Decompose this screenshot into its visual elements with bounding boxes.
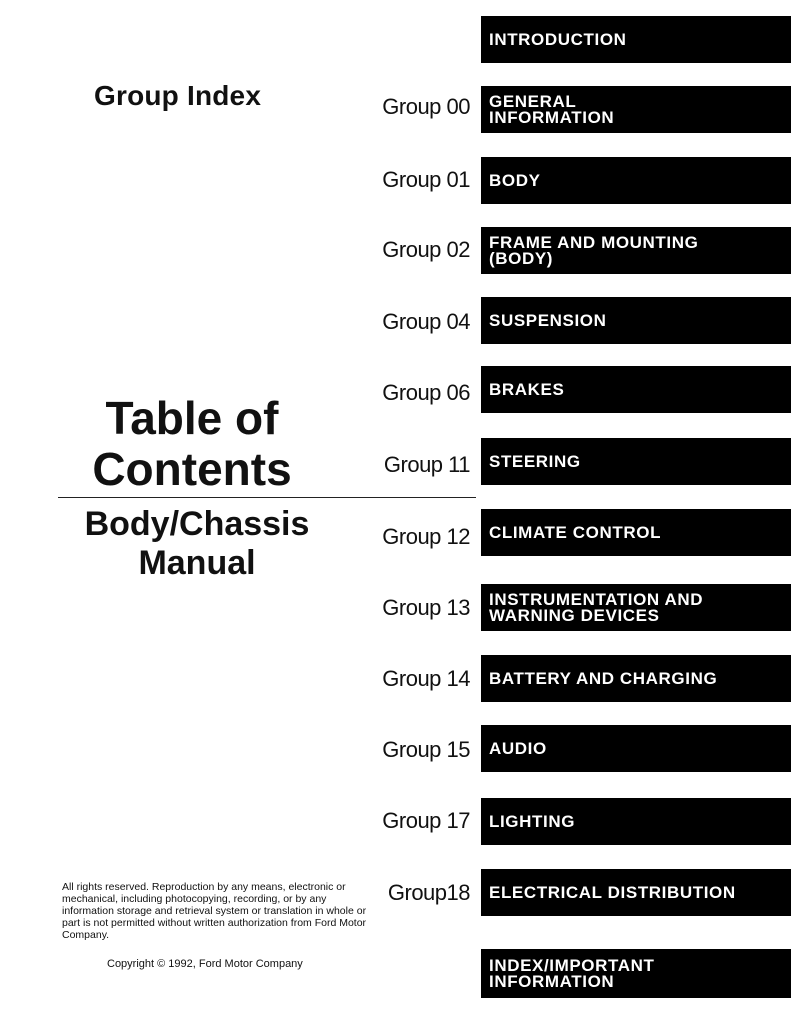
tab-battery-and-charging[interactable] [481,655,791,702]
group-label-01: Group 01 [382,167,470,192]
tab-index-important-information[interactable] [481,949,791,998]
manual-title-line1: Body/Chassis [84,505,310,543]
group-label-11: Group 11 [383,452,470,477]
group-label-14: Group 14 [382,666,470,691]
group-label-13: Group 13 [382,595,470,620]
group-label-00: Group 00 [382,94,470,119]
group-label-15: Group 15 [382,737,470,762]
tab-climate-control[interactable] [481,509,791,556]
group-label-02: Group 02 [382,237,470,262]
copyright-notice: Copyright © 1992, Ford Motor Company [107,958,303,970]
tab-label: AUDIO [489,738,547,758]
tab-label: INDEX/IMPORTANT INFORMATION [489,955,655,991]
tab-label: INTRODUCTION [489,29,627,49]
toc-title-line2: Contents [92,443,292,495]
tab-brakes[interactable] [481,366,791,413]
tab-electrical-distribution[interactable] [481,869,791,916]
tab-label: BATTERY AND CHARGING [489,668,718,688]
tab-steering[interactable] [481,438,791,485]
tab-label: ELECTRICAL DISTRIBUTION [489,882,736,902]
tab-label: CLIMATE CONTROL [489,522,662,542]
tab-audio[interactable] [481,725,791,772]
tab-general-information[interactable] [481,86,791,133]
group-label-04: Group 04 [382,309,470,334]
group-label-17: Group 17 [382,808,470,833]
tab-label: BODY [489,170,541,190]
tab-body[interactable] [481,157,791,204]
tab-label: BRAKES [489,379,565,399]
group-label-06: Group 06 [382,380,470,405]
tab-introduction[interactable] [481,16,791,63]
tab-suspension[interactable] [481,297,791,344]
tab-instrumentation-and-warning-devices[interactable] [481,584,791,631]
group-label-18: Group18 [387,880,470,905]
tab-label: FRAME AND MOUNTING (BODY) [489,232,699,268]
group-index-title: Group Index [94,80,262,111]
title-divider [58,497,476,498]
tab-label: STEERING [489,451,581,471]
tab-label: SUSPENSION [489,310,607,330]
manual-title-line2: Manual [138,544,256,582]
tab-label: GENERAL INFORMATION [489,91,615,127]
legal-notice: All rights reserved. Reproduction by any means, electronic or mechanical, including photocopying, recording, or by any information storage and retrieval system or translation in whole or part is not permitted without written authorization from Ford Motor Company. [62,881,367,941]
tab-label: LIGHTING [489,811,576,831]
tab-lighting[interactable] [481,798,791,845]
tab-frame-and-mounting[interactable] [481,227,791,274]
group-label-12: Group 12 [382,524,470,549]
toc-title-line1: Table of [105,392,279,444]
tab-label: INSTRUMENTATION AND WARNING DEVICES [489,589,704,625]
